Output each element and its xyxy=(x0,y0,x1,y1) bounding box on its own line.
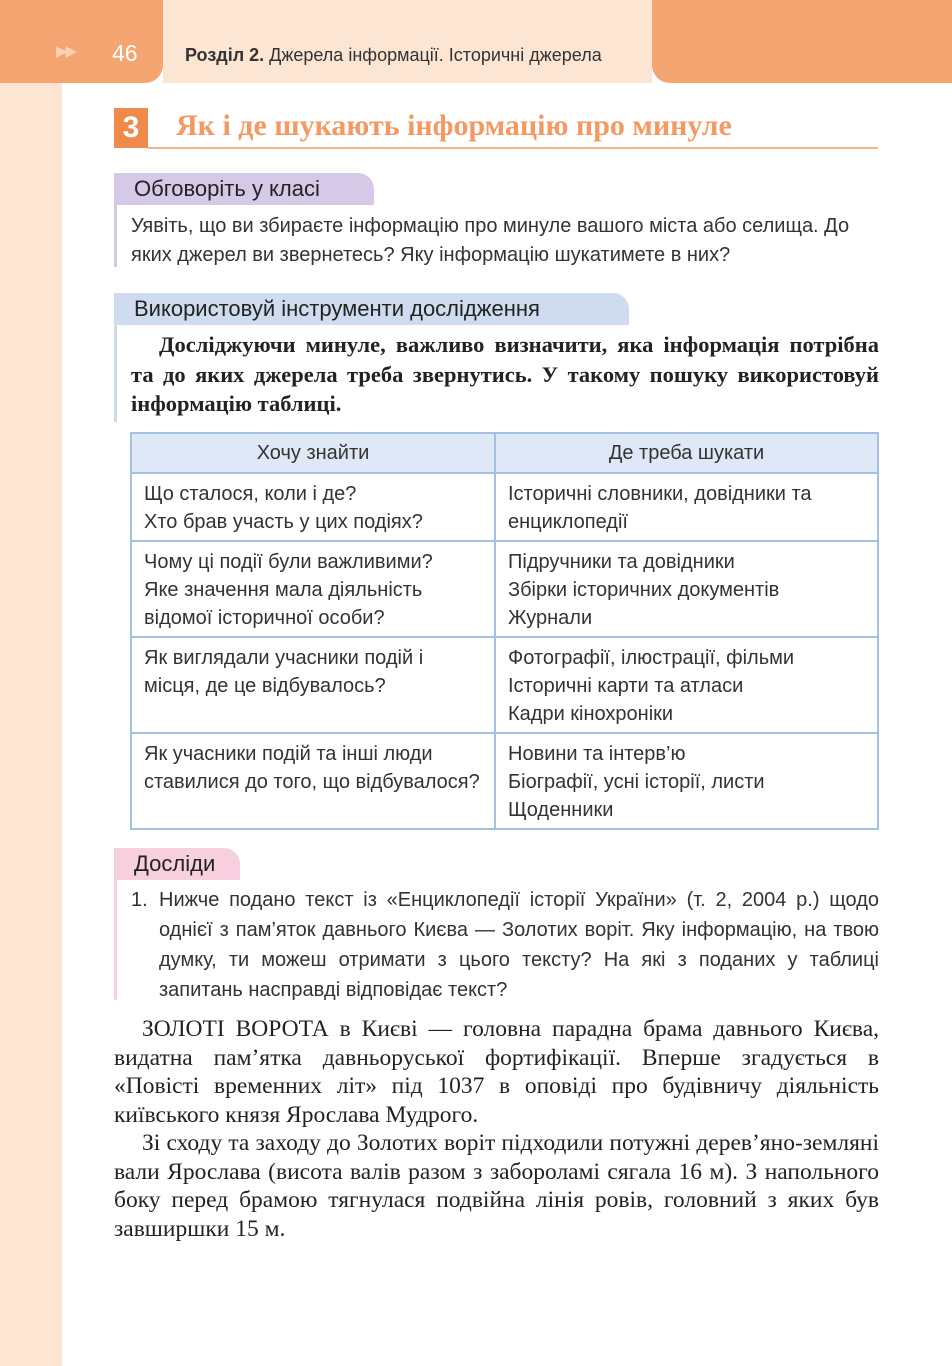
encyclopedia-excerpt xyxy=(114,1015,879,1243)
table-header-where: Де треба шукати xyxy=(495,433,878,473)
sources-table xyxy=(130,432,879,830)
tools-intro-text: Досліджуючи минуле, важливо визначити, яка інформація потрібна та до яких джерела треба звернутись. У такому пошуку використовуй інформацію таблиці. xyxy=(131,332,879,416)
header-chapter-bar xyxy=(163,0,652,83)
table-cell-question: Як виглядали учасники подій і місця, де це відбувалось? xyxy=(131,637,495,733)
chapter-label: Розділ 2. xyxy=(185,45,265,65)
table-cell-where: Фотографії, ілюстрації, фільми Історичні карти та атласи Кадри кінохроніки xyxy=(495,637,878,733)
chapter-name: Джерела інформації. Історичні джерела xyxy=(264,45,602,65)
discuss-text: Уявіть, що ви збираєте інформацію про минуле вашого міста або селища. До яких джерел ви звернетесь? Яку інформацію шукатимете в них? xyxy=(131,215,850,266)
table-row xyxy=(131,541,878,637)
excerpt-paragraph: Зі сходу та заходу до Золотих воріт підходили потужні дерев’яно-земляні вали Ярослава (висота валів разом з забороламі сягала 16 м). З напольного боку перед брамою тягнулася подвійна лінія ровів, головний з яких був завширшки 15 м. xyxy=(114,1130,879,1242)
table-cell-question: Чому ці події були важливими? Яке значення мала діяльність відомої історичної особи? xyxy=(131,541,495,637)
section-number: 3 xyxy=(114,108,148,148)
tools-bar xyxy=(114,325,117,422)
tools-tag: Використовуй інструменти дослідження xyxy=(114,293,629,325)
research-tag: Досліди xyxy=(114,848,240,880)
table-row xyxy=(131,473,878,541)
table-row xyxy=(131,733,878,829)
section-underline xyxy=(148,147,878,149)
double-arrow-icon: ▶▶ xyxy=(56,43,76,60)
discuss-bar xyxy=(114,205,117,267)
excerpt-paragraph: ЗОЛОТІ ВОРОТА в Києві — головна парадна брама давнього Києва, видатна пам’ятка давньоруської фортифікації. Вперше згадується в «Повісті временних літ» під 1037 в оповіді про будівничу діяльність київського князя Ярослава Мудрого. xyxy=(114,1016,879,1128)
side-strip xyxy=(0,0,62,1366)
research-task xyxy=(131,885,879,1005)
header-right-tab xyxy=(652,0,952,83)
table-cell-where: Новини та інтерв’ю Біографії, усні історії, листи Щоденники xyxy=(495,733,878,829)
table-header-row xyxy=(131,433,878,473)
header-left-tab xyxy=(0,0,163,83)
task-text: Нижче подано текст із «Енциклопедії історії України» (т. 2, 2004 р.) щодо однієї з пам’яток давнього Києва — Золотих воріт. Яку інформацію, на твою думку, ти можеш отримати з цього тексту? На які з поданих у таблиці запитань насправді відповідає текст? xyxy=(159,889,879,1001)
table-cell-question: Як учасники подій та інші люди ставилися до того, що відбувалося? xyxy=(131,733,495,829)
chapter-title xyxy=(185,45,602,66)
tools-intro xyxy=(131,330,879,419)
table-cell-question: Що сталося, коли і де? Хто брав участь у цих подіях? xyxy=(131,473,495,541)
task-number: 1. xyxy=(131,889,148,911)
page-number: 46 xyxy=(112,40,138,66)
table-cell-where: Історичні словники, довідники та енциклопедії xyxy=(495,473,878,541)
research-bar xyxy=(114,880,117,1000)
section-title: Як і де шукають інформацію про минуле xyxy=(176,109,732,142)
discuss-tag: Обговоріть у класі xyxy=(114,173,374,205)
table-row xyxy=(131,637,878,733)
table-cell-where: Підручники та довідники Збірки історичних документів Журнали xyxy=(495,541,878,637)
table-header-want: Хочу знайти xyxy=(131,433,495,473)
